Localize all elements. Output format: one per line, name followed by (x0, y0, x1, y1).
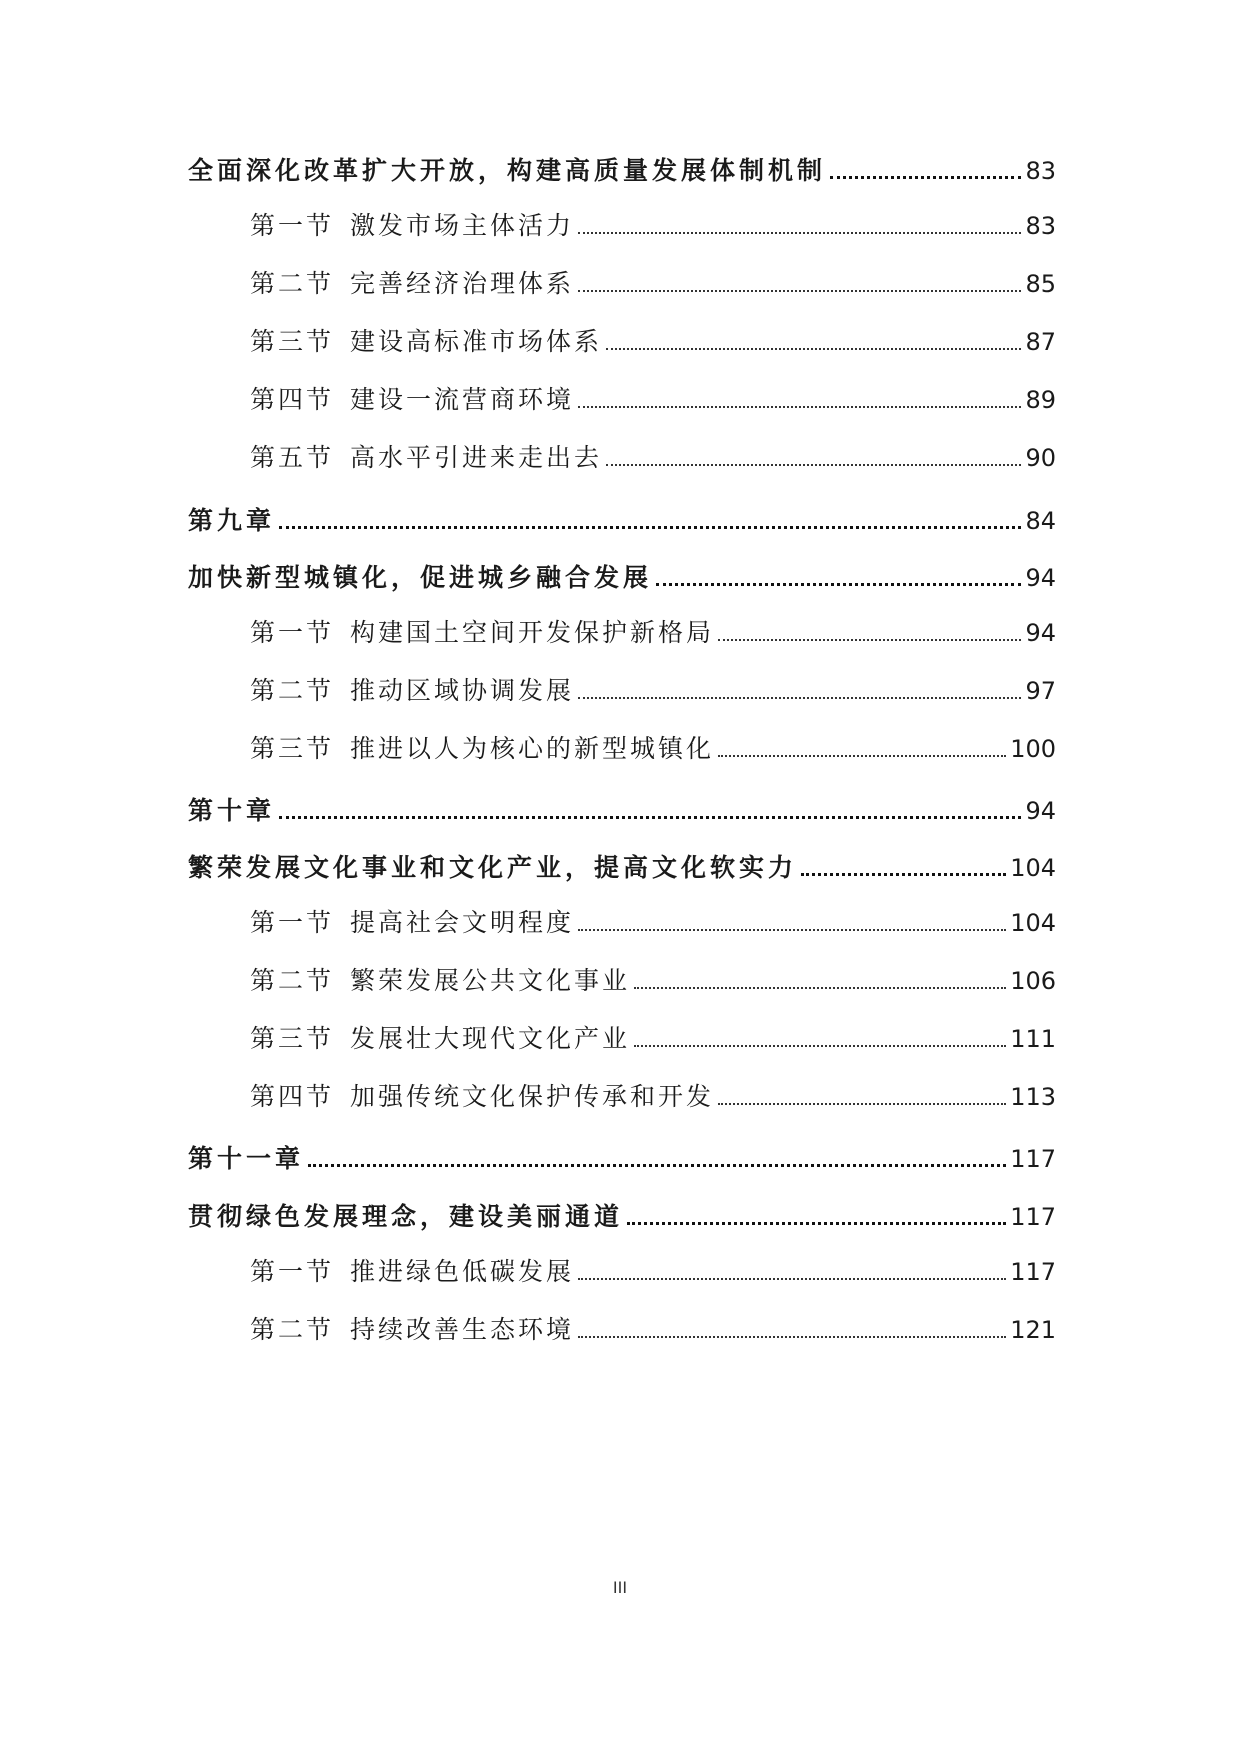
section-title: 建设一流营商环境 (350, 385, 575, 414)
section-title: 激发市场主体活力 (350, 211, 575, 240)
dot-leader (578, 1278, 1006, 1280)
section-number: 第四节 (250, 1082, 335, 1111)
section-title: 提高社会文明程度 (350, 908, 575, 937)
dot-leader (578, 232, 1021, 234)
dot-leader (718, 1103, 1006, 1105)
toc-section[interactable] (250, 1247, 1056, 1287)
toc-heading-label: 加快新型城镇化，促进城乡融合发展 (188, 563, 653, 592)
section-title: 推进以人为核心的新型城镇化 (350, 734, 715, 763)
page-number: III (612, 1578, 628, 1597)
toc-page-number: 85 (1025, 270, 1056, 298)
toc-heading-label: 全面深化改革扩大开放，构建高质量发展体制机制 (188, 156, 827, 185)
section-title: 发展壮大现代文化产业 (350, 1024, 631, 1053)
section-title: 持续改善生态环境 (350, 1315, 575, 1344)
dot-leader (718, 639, 1021, 641)
toc-page-number: 106 (1010, 967, 1056, 995)
toc-heading-label: 第十章 (188, 796, 276, 825)
section-number: 第二节 (250, 676, 335, 705)
dot-leader (578, 290, 1021, 292)
section-number: 第一节 (250, 1257, 335, 1286)
toc-page-number: 83 (1025, 157, 1056, 185)
section-title: 繁荣发展公共文化事业 (350, 966, 631, 995)
section-number: 第三节 (250, 734, 335, 763)
section-number: 第一节 (250, 618, 335, 647)
dot-leader (578, 929, 1006, 931)
dot-leader (606, 348, 1021, 350)
toc-page-number: 97 (1025, 677, 1056, 705)
toc-section[interactable] (250, 724, 1056, 764)
toc-section[interactable] (250, 666, 1056, 706)
toc-section[interactable] (250, 259, 1056, 299)
toc-page-number: 89 (1025, 386, 1056, 414)
toc-heading[interactable] (188, 843, 1056, 883)
toc-page-number: 100 (1010, 735, 1056, 763)
toc-heading-label: 贯彻绿色发展理念，建设美丽通道 (188, 1202, 624, 1231)
section-number: 第二节 (250, 269, 335, 298)
toc-section[interactable] (250, 375, 1056, 415)
dot-leader (634, 987, 1006, 989)
toc-chapter[interactable] (188, 496, 1056, 536)
section-title: 完善经济治理体系 (350, 269, 575, 298)
toc-page-number: 117 (1010, 1258, 1056, 1286)
toc-heading[interactable] (188, 553, 1056, 593)
dot-leader (634, 1045, 1006, 1047)
toc-page-number: 121 (1010, 1316, 1056, 1344)
toc-page-number: 83 (1025, 212, 1056, 240)
section-title: 建设高标准市场体系 (350, 327, 603, 356)
dot-leader (308, 1164, 1006, 1167)
dot-leader (656, 583, 1021, 586)
toc-heading-label: 繁荣发展文化事业和文化产业，提高文化软实力 (188, 853, 798, 882)
dot-leader (279, 816, 1021, 819)
toc-chapter[interactable] (188, 1134, 1056, 1174)
toc-section[interactable] (250, 608, 1056, 648)
section-number: 第一节 (250, 211, 335, 240)
section-number: 第三节 (250, 1024, 335, 1053)
toc-page-number: 117 (1010, 1203, 1056, 1231)
dot-leader (830, 176, 1021, 179)
section-number: 第三节 (250, 327, 335, 356)
section-number: 第五节 (250, 443, 335, 472)
toc-heading[interactable] (188, 1192, 1056, 1232)
dot-leader (718, 755, 1006, 757)
toc-chapter[interactable] (188, 786, 1056, 826)
toc-page-number: 104 (1010, 909, 1056, 937)
section-number: 第二节 (250, 1315, 335, 1344)
section-number: 第四节 (250, 385, 335, 414)
toc-page-number: 113 (1010, 1083, 1056, 1111)
section-title: 高水平引进来走出去 (350, 443, 603, 472)
section-number: 第二节 (250, 966, 335, 995)
toc-page-number: 117 (1010, 1145, 1056, 1173)
section-title: 推动区域协调发展 (350, 676, 575, 705)
toc-page-number: 94 (1025, 619, 1056, 647)
toc-section[interactable] (250, 1072, 1056, 1112)
toc-section[interactable] (250, 317, 1056, 357)
toc-section[interactable] (250, 201, 1056, 241)
toc-section[interactable] (250, 433, 1056, 473)
toc-page-number: 104 (1010, 854, 1056, 882)
toc-page-number: 84 (1025, 507, 1056, 535)
toc-section[interactable] (250, 1014, 1056, 1054)
toc-page-number: 111 (1010, 1025, 1056, 1053)
section-title: 推进绿色低碳发展 (350, 1257, 575, 1286)
dot-leader (279, 526, 1021, 529)
section-title: 加强传统文化保护传承和开发 (350, 1082, 715, 1111)
dot-leader (627, 1222, 1006, 1225)
toc-heading-label: 第十一章 (188, 1144, 305, 1173)
toc-section[interactable] (250, 956, 1056, 996)
toc-page-number: 90 (1025, 444, 1056, 472)
toc-page-number: 94 (1025, 564, 1056, 592)
dot-leader (578, 1336, 1006, 1338)
dot-leader (606, 464, 1021, 466)
toc-heading[interactable] (188, 146, 1056, 186)
toc-page-number: 87 (1025, 328, 1056, 356)
toc-section[interactable] (250, 898, 1056, 938)
dot-leader (578, 406, 1021, 408)
dot-leader (801, 873, 1006, 876)
toc-section[interactable] (250, 1305, 1056, 1345)
dot-leader (578, 697, 1021, 699)
toc-page-number: 94 (1025, 797, 1056, 825)
section-number: 第一节 (250, 908, 335, 937)
toc-heading-label: 第九章 (188, 506, 276, 535)
section-title: 构建国土空间开发保护新格局 (350, 618, 715, 647)
